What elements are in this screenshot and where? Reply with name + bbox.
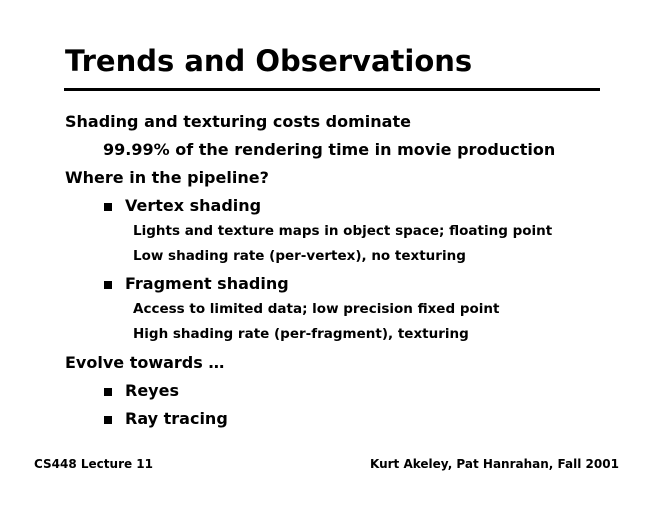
item-fragment-shading: Fragment shading [125, 274, 289, 293]
item-vertex-shading: Vertex shading [125, 196, 262, 215]
square-bullet-icon [104, 416, 112, 424]
item-fragment-access: Access to limited data; low precision fixed point [133, 301, 500, 317]
square-bullet-icon [104, 203, 112, 211]
footer-authors: Kurt Akeley, Pat Hanrahan, Fall 2001 [370, 457, 619, 471]
item-fragment-rate: High shading rate (per-fragment), texturing [133, 326, 469, 342]
item-shading-costs: Shading and texturing costs dominate [65, 112, 411, 131]
footer-course: CS448 Lecture 11 [34, 457, 154, 471]
item-evolve-towards: Evolve towards … [65, 353, 225, 372]
title-divider [64, 88, 600, 91]
square-bullet-icon [104, 281, 112, 289]
item-vertex-rate: Low shading rate (per-vertex), no texturing [133, 248, 466, 264]
item-vertex-lights: Lights and texture maps in object space; floating point [133, 223, 553, 239]
item-render-time: 99.99% of the rendering time in movie production [103, 140, 556, 159]
item-reyes: Reyes [125, 381, 179, 400]
item-ray-tracing: Ray tracing [125, 409, 228, 428]
square-bullet-icon [104, 388, 112, 396]
item-where-pipeline: Where in the pipeline? [65, 168, 269, 187]
slide-title: Trends and Observations [65, 44, 473, 78]
